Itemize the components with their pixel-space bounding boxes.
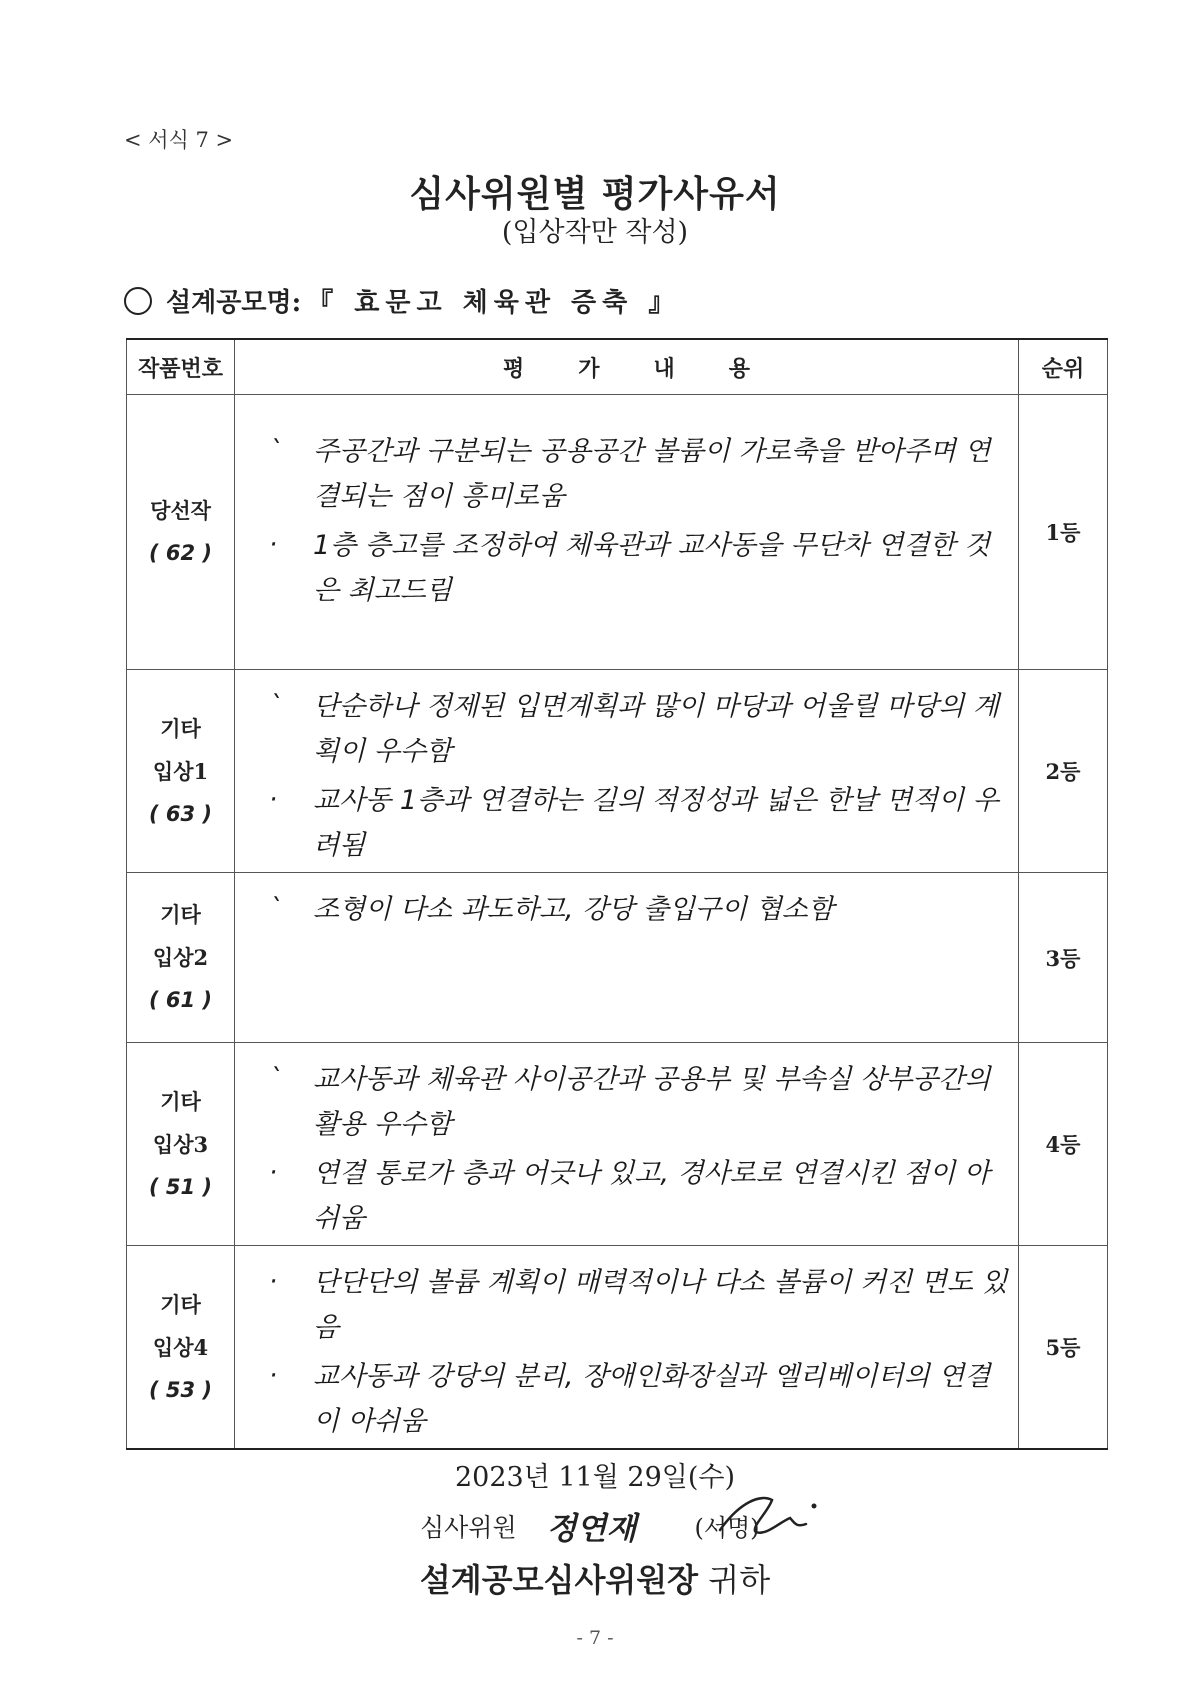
entry-cell bbox=[127, 873, 235, 1043]
entry-score: ( 61 ) bbox=[148, 988, 213, 1012]
evaluation-content-cell bbox=[235, 1043, 1019, 1246]
entry-cell bbox=[127, 395, 235, 670]
comment-item bbox=[269, 1057, 1008, 1147]
header-char: 내 bbox=[653, 355, 675, 382]
comment-text: 교사동과 강당의 분리, 장애인화장실과 엘리베이터의 연결이 아쉬움 bbox=[313, 1361, 991, 1437]
entry-label: 기타 bbox=[160, 1291, 201, 1317]
bullet-mark: · bbox=[269, 530, 278, 560]
comment-text: 주공간과 구분되는 공용공간 볼륨이 가로축을 받아주며 연결되는 점이 흥미로움 bbox=[313, 436, 991, 512]
document-subtitle: (입상작만 작성) bbox=[501, 217, 689, 248]
bullet-mark: · bbox=[269, 1361, 278, 1391]
evaluation-content-cell bbox=[235, 395, 1019, 670]
entry-label: 기타 bbox=[160, 902, 201, 927]
comment-item bbox=[269, 684, 1008, 774]
project-name: 『 효문고 체육관 증축 』 bbox=[307, 288, 681, 318]
table-row bbox=[127, 395, 1108, 670]
comment-text: 조형이 다소 과도하고, 강당 출입구이 협소함 bbox=[313, 894, 834, 925]
entry-score: ( 62 ) bbox=[148, 541, 213, 565]
header-char: 평 bbox=[502, 355, 525, 382]
project-line bbox=[124, 282, 680, 319]
table-header-row bbox=[127, 339, 1108, 395]
addressee-suffix: 귀하 bbox=[708, 1561, 771, 1599]
comment-item bbox=[269, 1151, 1008, 1241]
evaluation-table bbox=[126, 338, 1108, 1450]
entry-label: 기타 bbox=[160, 715, 201, 741]
header-entry-number: 작품번호 bbox=[127, 339, 235, 395]
comment-item bbox=[269, 778, 1008, 868]
rank-cell: 4등 bbox=[1019, 1043, 1108, 1246]
bullet-mark: ˋ bbox=[269, 436, 282, 466]
header-rank: 순위 bbox=[1019, 339, 1108, 395]
addressee-organization: 설계공모심사위원장 bbox=[419, 1561, 699, 1599]
entry-score: ( 63 ) bbox=[148, 801, 213, 826]
comment-text: 교사동 1층과 연결하는 길의 적정성과 넓은 한날 면적이 우려됨 bbox=[313, 785, 999, 861]
signature-label: (서명) bbox=[694, 1514, 760, 1542]
header-char: 용 bbox=[728, 355, 751, 382]
comment-item bbox=[269, 523, 1008, 613]
comment-text: 단단단의 볼륨 계획이 매력적이나 다소 볼륨이 커진 면도 있음 bbox=[313, 1267, 1008, 1343]
circle-bullet-icon bbox=[124, 287, 152, 315]
bullet-mark: · bbox=[269, 1267, 278, 1297]
rank-cell: 2등 bbox=[1019, 670, 1108, 873]
comment-item bbox=[269, 1260, 1008, 1350]
evaluation-content-cell bbox=[235, 670, 1019, 873]
entry-label: 당선작 bbox=[150, 498, 211, 523]
project-label: 설계공모명: bbox=[166, 288, 302, 318]
document-title: 심사위원별 평가사유서 bbox=[409, 173, 781, 215]
rank-cell: 1등 bbox=[1019, 395, 1108, 670]
entry-label: 기타 bbox=[160, 1088, 201, 1114]
table-row bbox=[127, 1043, 1108, 1246]
table-row bbox=[127, 670, 1108, 873]
bullet-mark: · bbox=[269, 785, 278, 815]
judge-line bbox=[420, 1503, 830, 1548]
table-row bbox=[127, 1246, 1108, 1450]
bullet-mark: ˋ bbox=[269, 894, 282, 924]
comment-text: 1층 층고를 조정하여 체육관과 교사동을 무단차 연결한 것은 최고드림 bbox=[313, 530, 991, 606]
entry-cell bbox=[127, 670, 235, 873]
entry-cell bbox=[127, 1246, 235, 1450]
comment-text: 연결 통로가 층과 어긋나 있고, 경사로로 연결시킨 점이 아쉬움 bbox=[313, 1158, 991, 1234]
evaluation-content-cell bbox=[235, 873, 1019, 1043]
judge-label: 심사위원 bbox=[420, 1512, 517, 1542]
entry-score: ( 51 ) bbox=[148, 1174, 213, 1199]
header-evaluation-content bbox=[235, 339, 1019, 395]
page-number: - 7 - bbox=[576, 1627, 614, 1649]
entry-label-2: 입상4 bbox=[152, 1334, 209, 1360]
rank-cell: 5등 bbox=[1019, 1246, 1108, 1450]
comment-text: 단순하나 정제된 입면계획과 많이 마당과 어울릴 마당의 계획이 우수함 bbox=[313, 691, 1000, 767]
entry-label-2: 입상1 bbox=[152, 758, 209, 784]
handwritten-signature bbox=[710, 1492, 830, 1542]
bullet-mark: ˋ bbox=[269, 691, 282, 721]
bullet-mark: · bbox=[269, 1158, 278, 1188]
date-line: 2023년 11월 29일(수) bbox=[455, 1462, 735, 1493]
comment-text: 교사동과 체육관 사이공간과 공용부 및 부속실 상부공간의 활용 우수함 bbox=[313, 1064, 991, 1140]
comment-item bbox=[269, 1354, 1008, 1444]
bullet-mark: ˋ bbox=[269, 1064, 282, 1094]
entry-score: ( 53 ) bbox=[148, 1377, 213, 1402]
entry-label-2: 입상3 bbox=[152, 1131, 209, 1157]
comment-item bbox=[269, 887, 1008, 932]
comment-item bbox=[269, 429, 1008, 519]
header-char: 가 bbox=[578, 355, 600, 382]
evaluation-content-cell bbox=[235, 1246, 1019, 1450]
addressee-line bbox=[0, 1555, 1190, 1601]
entry-label-2: 입상2 bbox=[152, 945, 209, 970]
judge-name: 정연재 bbox=[546, 1511, 637, 1547]
form-label: < 서식 7 > bbox=[124, 128, 234, 152]
rank-cell: 3등 bbox=[1019, 873, 1108, 1043]
entry-cell bbox=[127, 1043, 235, 1246]
table-row bbox=[127, 873, 1108, 1043]
